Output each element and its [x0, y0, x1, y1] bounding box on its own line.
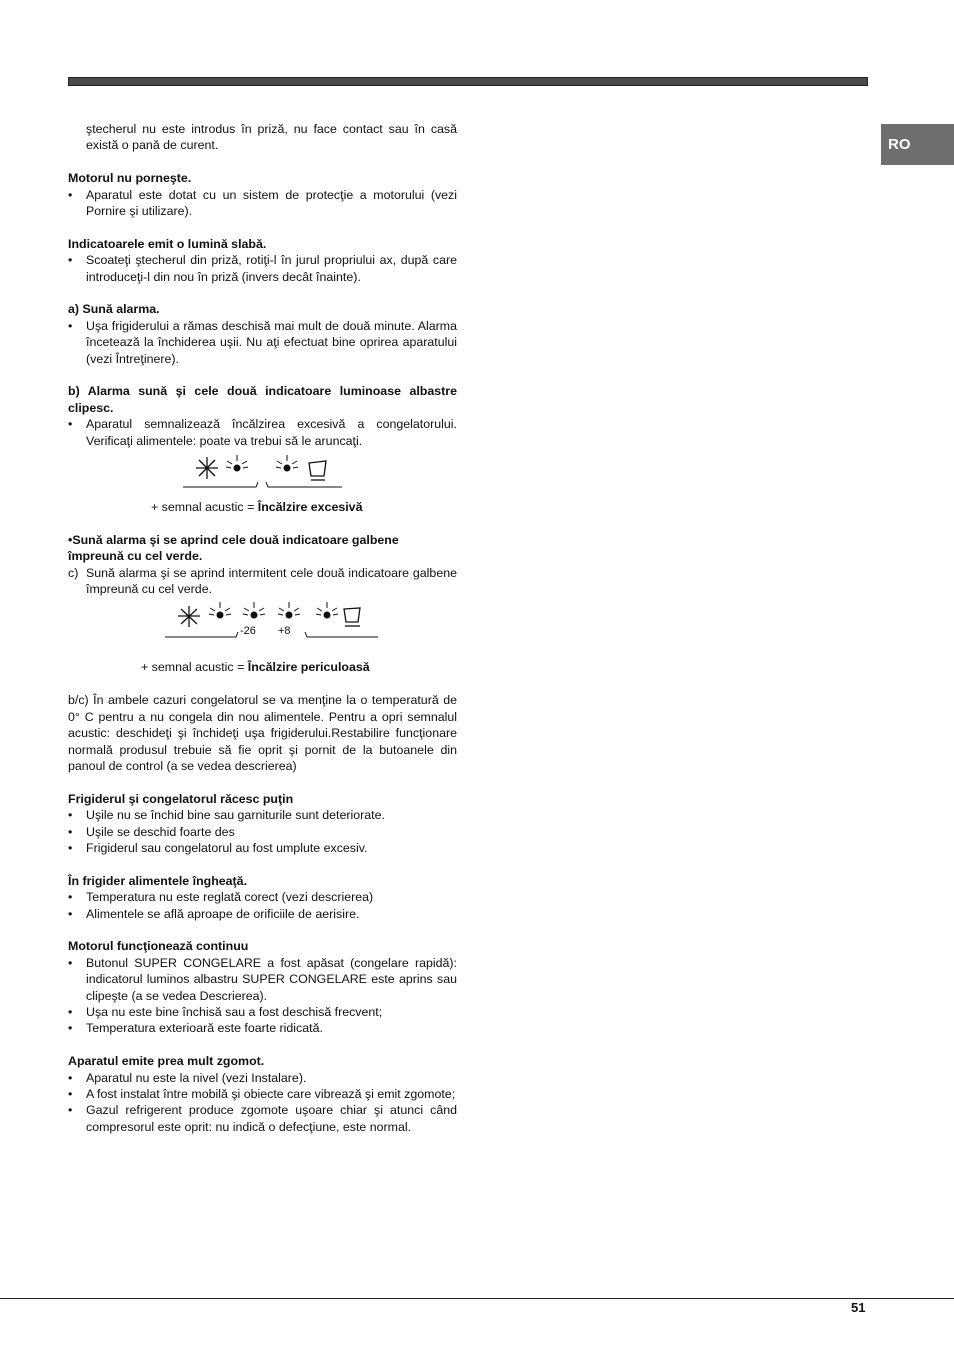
list-item: • Frigiderul sau congelatorul au fost umplute excesiv. [68, 840, 368, 855]
blinking-led-icon [226, 455, 248, 471]
snowflake-icon [178, 606, 200, 627]
bracket-lines [183, 482, 342, 487]
list-item: • Aparatul este dotat cu un sistem de protecţie a motorului (vezi Pornire şi utilizare). [68, 187, 457, 219]
section-heading: În frigider alimentele îngheaţă. [68, 873, 248, 888]
section-heading: Indicatoarele emit o lumină slabă. [68, 236, 267, 251]
bullet: • [68, 955, 73, 970]
bullet: • [68, 906, 73, 921]
bell-alarm-icon [344, 608, 360, 626]
bullet: • [68, 890, 73, 905]
bracket-lines [165, 632, 378, 637]
temp-label-plus8: +8 [278, 625, 291, 638]
blinking-led-icon [276, 455, 298, 471]
indicator-diagram-graphic [68, 601, 457, 659]
footer-rule [0, 1298, 954, 1299]
list-item: • Uşile se deschid foarte des [68, 824, 235, 839]
bullet: c) [68, 565, 79, 580]
list-item: • Temperatura exterioară este foarte ridicată. [68, 1021, 323, 1036]
bullet: • [68, 1021, 73, 1036]
section-heading: a) Sună alarma. [68, 302, 160, 317]
bullet: • [68, 1004, 73, 1019]
snowflake-icon [196, 457, 218, 479]
blinking-led-icon [209, 602, 231, 618]
temp-label-minus26: -26 [240, 625, 256, 638]
bullet: • [68, 824, 73, 839]
list-item: • Aparatul semnalizează încălzirea excesivă a congelatorului. Verificaţi alimentele: poate va trebui să le aruncaţi. [68, 417, 457, 448]
section-heading: Aparatul emite prea mult zgomot. [68, 1054, 265, 1069]
bell-alarm-icon [309, 461, 326, 480]
list-item: • Gazul refrigerent produce zgomote uşoare chiar şi atunci când compresorul este oprit: nu indică o defecţiune, este normal. [68, 1103, 457, 1134]
bullet: • [68, 318, 73, 333]
list-item: • Temperatura nu este reglată corect (vezi descrierea) [68, 890, 374, 905]
diagram-caption: + semnal acustic = Încălzire periculoasă [141, 660, 370, 675]
list-item: • Uşile nu se închid bine sau garniturile sunt deteriorate. [68, 808, 385, 823]
bullet: • [68, 1070, 73, 1085]
list-item: • Scoateţi ştecherul din priză, rotiţi-l în jurul propriului ax, după care introduceţi-l din nou în priză (invers decât înainte). [68, 253, 457, 284]
section-heading: b) Alarma sună şi cele două indicatoare luminoase albastre clipesc. [68, 384, 457, 415]
bullet: • [68, 253, 73, 268]
bullet: • [68, 1103, 73, 1118]
list-item: • Aparatul nu este la nivel (vezi Instalare). [68, 1070, 307, 1085]
bullet: • [68, 187, 73, 202]
header-rule [68, 77, 868, 86]
list-item: c) Sună alarma şi se aprind intermitent cele două indicatoare galbene împreună cu cel verde. [68, 565, 457, 597]
intro-text: ştecherul nu este introdus în priză, nu face contact sau în casă există o pană de curent. [86, 122, 457, 153]
bullet: • [68, 808, 73, 823]
blinking-led-icon [243, 602, 265, 618]
bullet: • [68, 1086, 73, 1101]
section-heading: Motorul nu porneşte. [68, 171, 192, 186]
indicator-diagram-blue [68, 453, 457, 499]
language-tab: RO [881, 124, 954, 165]
list-item: • Uşa frigiderului a rămas deschisă mai mult de două minute. Alarma încetează la închiderea uşii. Nu aţi efectuat bine oprirea aparatului (vezi Întreţinere). [68, 318, 457, 366]
blinking-led-icon [278, 602, 300, 618]
section-heading: Motorul funcţionează continuu [68, 939, 249, 954]
list-item: • Uşa nu este bine închisă sau a fost deschisă frecvent; [68, 1004, 383, 1019]
troubleshooting-column [68, 121, 457, 1135]
diagram-caption: + semnal acustic = Încălzire excesivă [151, 500, 363, 515]
list-item: • A fost instalat între mobilă şi obiecte care vibrează şi emit zgomote; [68, 1086, 456, 1101]
page-number: 51 [851, 1300, 866, 1315]
list-item: • Butonul SUPER CONGELARE a fost apăsat (congelare rapidă): indicatorul luminos albastru SUPER CONGELARE este aprins sau clipeşte (a se vedea Descrierea). [68, 955, 457, 1003]
list-item: • Alimentele se află aproape de orificiile de aerisire. [68, 906, 360, 921]
note-paragraph: b/c) În ambele cazuri congelatorul se va menţine la o temperatură de 0° C pentru a nu congela din nou alimentele. Pentru a opri semnalul acustic: deschideţi şi închideţi uşa frigiderului.Restabilire funcţionare normală produsul trebuie să fie oprit şi pornit de la butoanele din panoul de control (a se vedea descrierea) [68, 693, 457, 773]
indicator-diagram-yellow-green [68, 601, 457, 659]
bullet: • [68, 840, 73, 855]
blinking-led-icon [316, 602, 338, 618]
indicator-diagram-graphic [68, 453, 457, 499]
section-heading: •Sună alarma şi se aprind cele două indicatoare galbene împreună cu cel verde. [68, 532, 399, 564]
section-heading: Frigiderul şi congelatorul răcesc puţin [68, 791, 294, 806]
bullet: • [68, 417, 73, 432]
